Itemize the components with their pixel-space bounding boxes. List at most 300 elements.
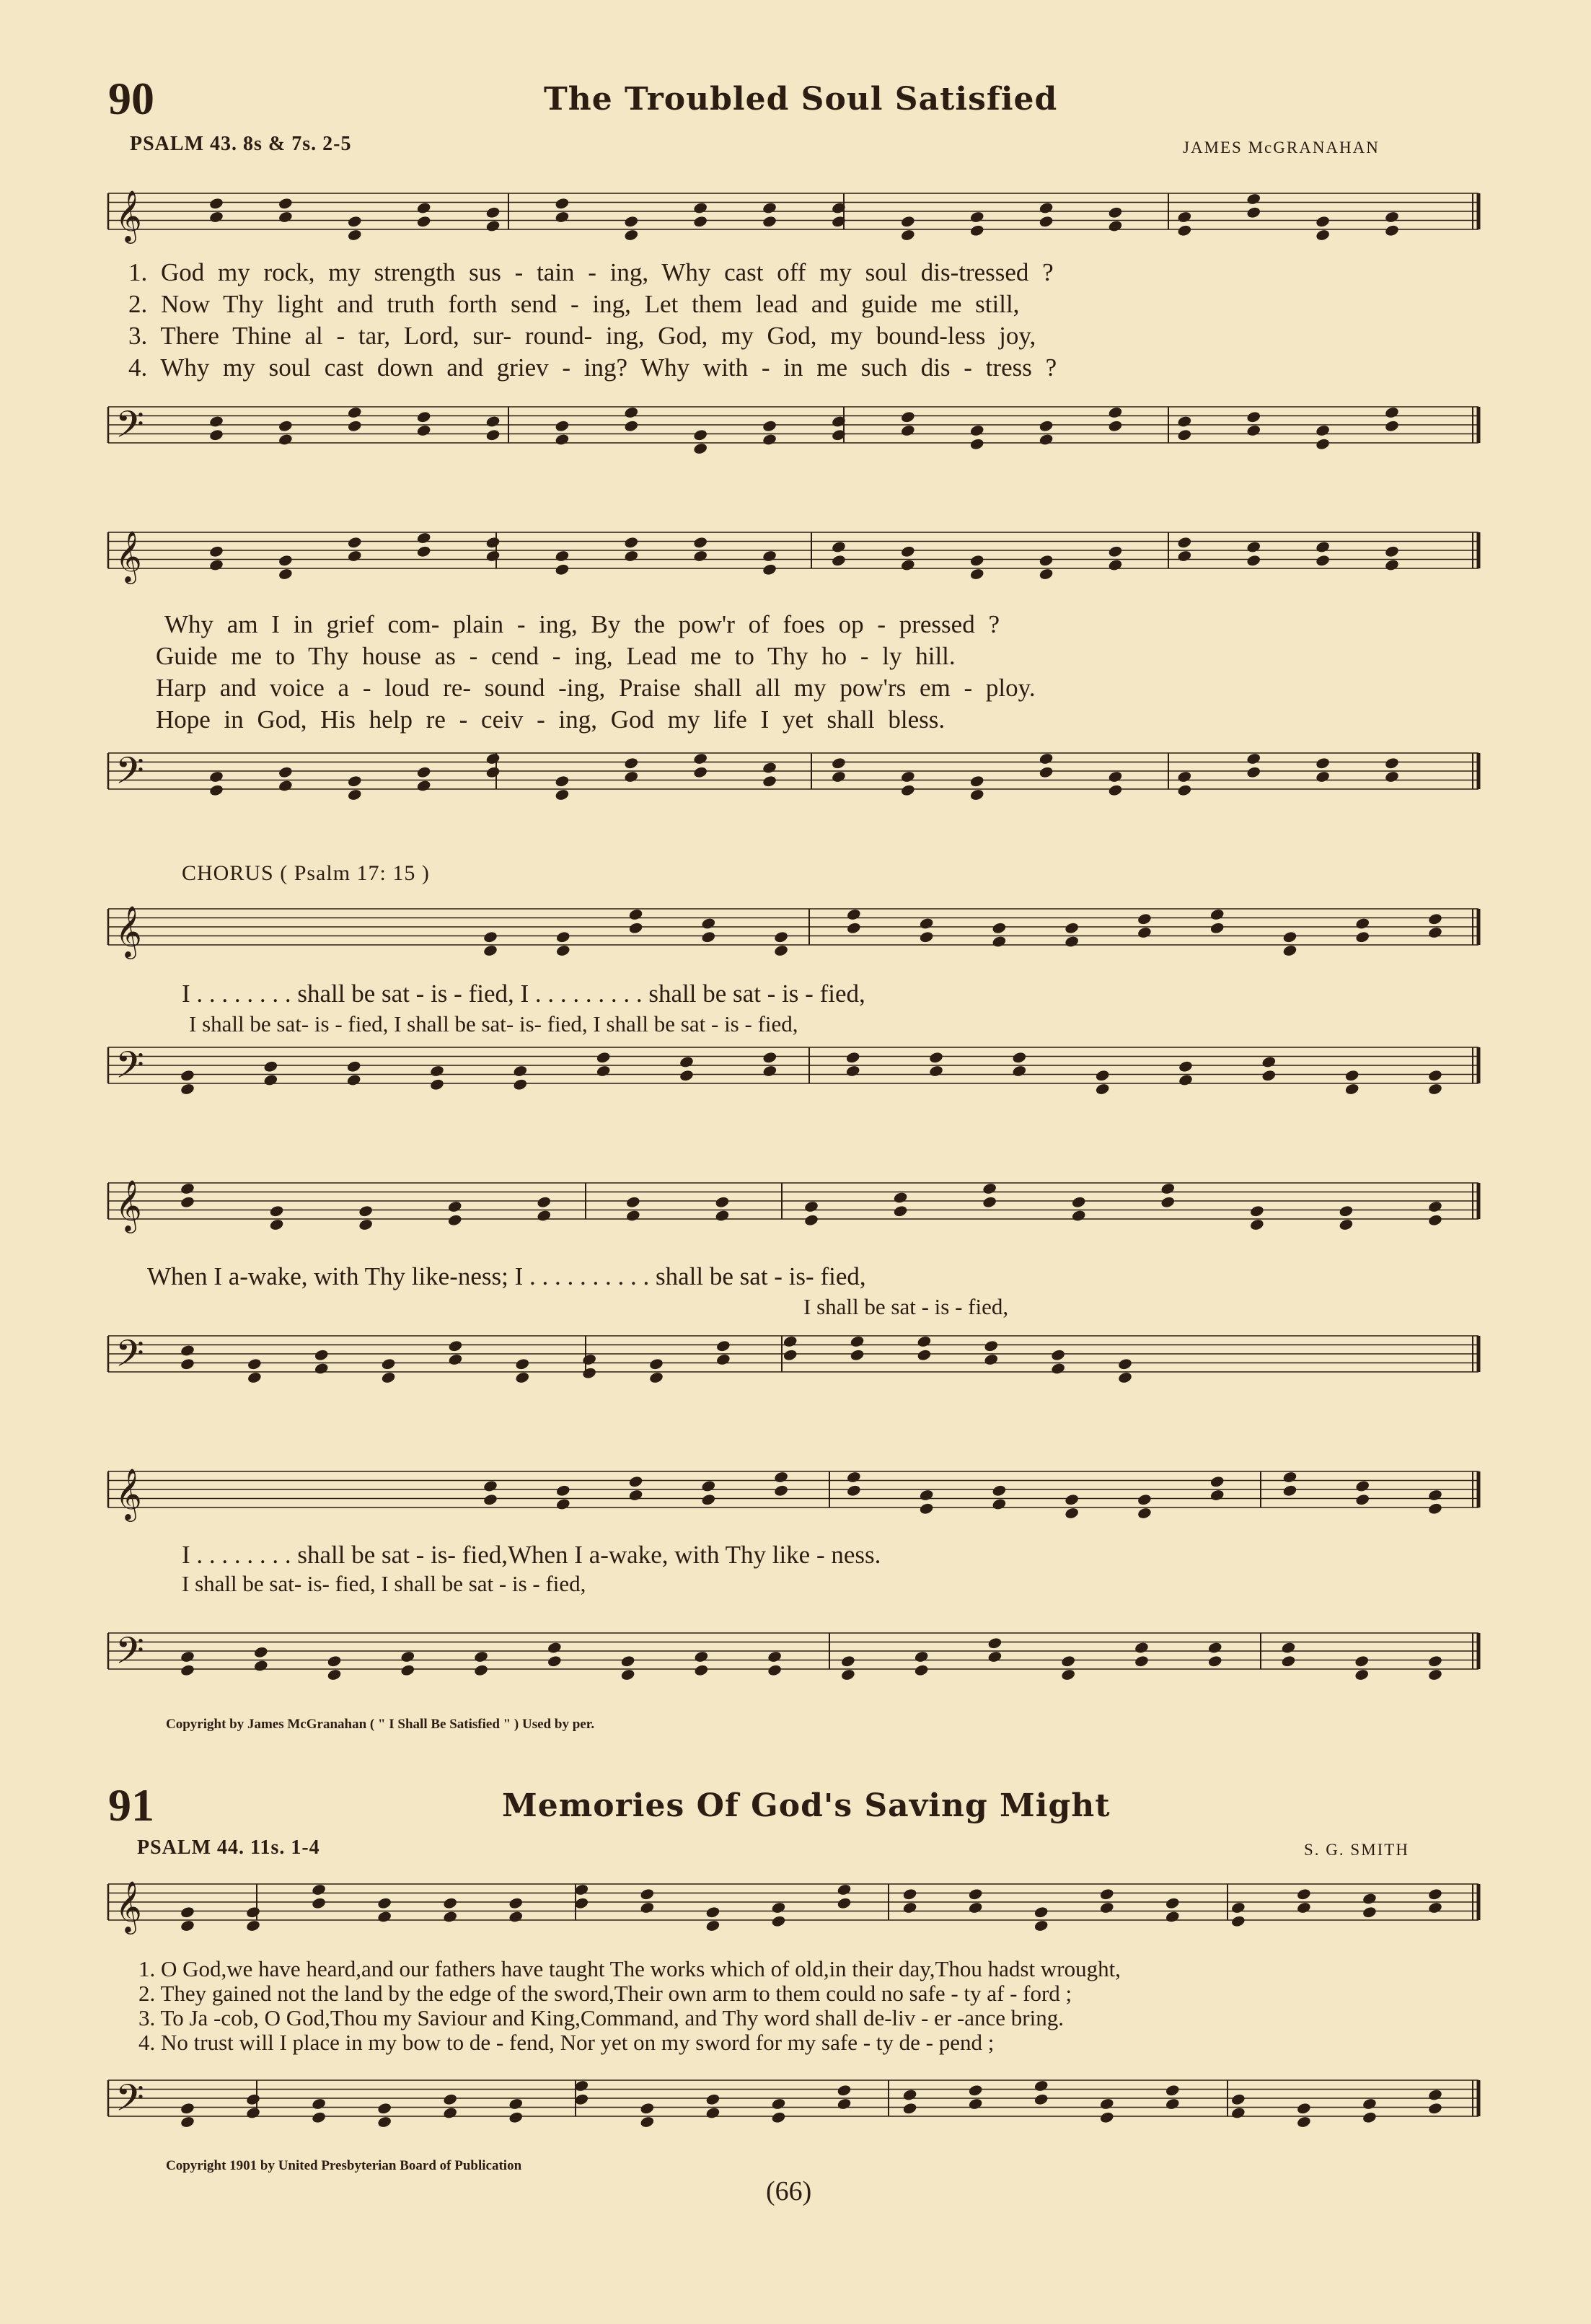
note-head: [900, 410, 915, 423]
note-head: [208, 558, 224, 571]
note-head: [705, 1919, 720, 1932]
note-head: [625, 1209, 640, 1222]
note-head: [1034, 2093, 1049, 2106]
note-head: [1362, 2098, 1377, 2110]
note-head: [1012, 1051, 1027, 1064]
note-head: [1207, 1641, 1222, 1654]
note-head: [900, 770, 915, 783]
note-head: [969, 775, 984, 788]
note-head: [845, 1065, 860, 1078]
note-head: [1071, 1209, 1086, 1222]
note-head: [1355, 1493, 1370, 1506]
note-head: [1427, 1502, 1442, 1515]
note-head: [648, 1371, 664, 1384]
note-head: [640, 1888, 655, 1901]
note-head: [1384, 224, 1399, 237]
note-head: [705, 2106, 720, 2119]
note-head: [180, 1919, 195, 1932]
note-head: [1281, 1641, 1296, 1654]
note-head: [278, 766, 293, 779]
note-head: [485, 219, 501, 232]
note-head: [180, 1083, 195, 1096]
note-head: [969, 554, 984, 567]
note-head: [1354, 1655, 1370, 1668]
note-head: [347, 788, 362, 801]
note-head: [1315, 215, 1330, 228]
note-head: [347, 229, 362, 242]
note-head: [968, 1888, 983, 1901]
note-head: [902, 1901, 917, 1914]
note-head: [1209, 1475, 1225, 1488]
note-head: [701, 1479, 716, 1492]
note-head: [1137, 1507, 1152, 1520]
note-head: [180, 1344, 195, 1357]
note-head: [515, 1371, 530, 1384]
note-head: [346, 1073, 361, 1086]
note-head: [1427, 1655, 1442, 1668]
note-head: [1012, 1065, 1027, 1078]
note-head: [269, 1218, 284, 1231]
note-head: [443, 1910, 458, 1923]
note-head: [314, 1349, 329, 1362]
note-head: [846, 1484, 861, 1497]
note-head: [327, 1655, 342, 1668]
note-head: [850, 1335, 865, 1348]
note-head: [767, 1664, 782, 1677]
note-head: [692, 215, 708, 228]
note-head: [1108, 406, 1123, 419]
note-head: [1165, 2084, 1180, 2097]
note-head: [692, 766, 708, 779]
page-number: (66): [766, 2176, 812, 2206]
clef-glyph: 𝄞: [115, 904, 142, 957]
note-head: [1355, 930, 1370, 943]
note-head: [1060, 1668, 1075, 1681]
note-head: [968, 1901, 983, 1914]
note-head: [1362, 2111, 1377, 2124]
note-head: [692, 201, 708, 214]
note-head: [1282, 1471, 1297, 1484]
chorus-2-lower-lyrics: I shall be sat - is - fied,: [803, 1294, 1009, 1319]
hymn-91-number: 91: [108, 1779, 154, 1831]
hymn-90-copyright: Copyright by James McGranahan ( " I Shall Be Satisfied " ) Used by per.: [166, 1717, 595, 1732]
note-head: [555, 930, 570, 943]
verse-line: Guide me to Thy house as - cend - ing, Lead me to Thy ho - ly hill.: [156, 642, 956, 670]
note-head: [715, 1196, 730, 1209]
note-head: [773, 930, 788, 943]
note-head: [1344, 1083, 1359, 1096]
note-head: [1315, 424, 1330, 437]
note-head: [624, 550, 639, 563]
note-head: [773, 944, 788, 957]
note-head: [992, 1484, 1007, 1497]
note-head: [1384, 420, 1399, 433]
note-head: [701, 917, 716, 930]
note-head: [1282, 1484, 1297, 1497]
note-head: [485, 536, 501, 549]
note-head: [1209, 1489, 1225, 1502]
clef-glyph: 𝄢: [115, 749, 144, 801]
note-head: [715, 1339, 731, 1352]
note-head: [1249, 1218, 1264, 1231]
note-head: [1160, 1182, 1176, 1195]
note-head: [762, 563, 777, 576]
note-head: [1427, 1200, 1442, 1213]
note-head: [1384, 770, 1399, 783]
hymn-91-composer: S. G. SMITH: [1304, 1841, 1409, 1859]
note-head: [416, 545, 431, 558]
note-head: [846, 908, 861, 921]
note-head: [1177, 536, 1192, 549]
note-head: [1355, 917, 1370, 930]
verse-line: Hope in God, His help re - ceiv - ing, God my life I yet shall bless.: [156, 705, 946, 734]
clef-glyph: 𝄞: [115, 1179, 142, 1231]
note-head: [416, 424, 431, 437]
note-head: [715, 1353, 731, 1366]
note-head: [515, 1357, 530, 1370]
note-head: [969, 568, 984, 581]
note-head: [1427, 1214, 1442, 1227]
note-head: [208, 770, 224, 783]
note-head: [245, 2106, 260, 2119]
note-head: [1296, 1888, 1311, 1901]
note-head: [1354, 1668, 1370, 1681]
note-head: [555, 550, 570, 563]
note-head: [1177, 211, 1192, 224]
note-head: [771, 2098, 786, 2110]
note-head: [1362, 1906, 1377, 1919]
note-head: [263, 1073, 278, 1086]
note-head: [443, 2093, 458, 2106]
note-head: [596, 1051, 611, 1064]
note-head: [1177, 770, 1192, 783]
note-head: [376, 1897, 392, 1910]
note-head: [555, 775, 570, 788]
note-head: [893, 1191, 908, 1204]
note-head: [482, 1479, 498, 1492]
note-head: [640, 2102, 655, 2115]
note-head: [902, 1888, 917, 1901]
note-head: [537, 1209, 552, 1222]
note-head: [1177, 415, 1192, 428]
note-head: [992, 935, 1007, 948]
note-head: [416, 766, 431, 779]
note-head: [1339, 1205, 1354, 1218]
note-head: [624, 757, 639, 770]
note-head: [846, 922, 861, 935]
note-head: [269, 1205, 284, 1218]
note-head: [1177, 224, 1192, 237]
note-head: [1165, 1910, 1180, 1923]
note-head: [992, 922, 1007, 935]
note-head: [1034, 1919, 1049, 1932]
note-head: [508, 1910, 524, 1923]
note-head: [803, 1214, 819, 1227]
note-head: [1384, 757, 1399, 770]
note-head: [1427, 1083, 1442, 1096]
note-head: [263, 1060, 278, 1073]
note-head: [1099, 2111, 1114, 2124]
note-head: [278, 211, 293, 224]
hymn-90-number: 90: [108, 73, 154, 124]
note-head: [1427, 1888, 1442, 1901]
note-head: [900, 545, 915, 558]
note-head: [762, 1051, 777, 1064]
note-head: [773, 1471, 788, 1484]
note-head: [347, 775, 362, 788]
note-head: [1050, 1349, 1065, 1362]
note-head: [694, 1650, 709, 1663]
note-head: [840, 1668, 855, 1681]
note-head: [208, 545, 224, 558]
note-head: [1296, 2116, 1311, 2129]
note-head: [1384, 558, 1399, 571]
note-head: [1261, 1055, 1277, 1068]
verse-line: Harp and voice a - loud re- sound -ing, Praise shall all my pow'rs em - ploy.: [156, 674, 1036, 702]
note-head: [416, 410, 431, 423]
note-head: [1207, 1655, 1222, 1668]
note-head: [247, 1357, 262, 1370]
note-head: [1230, 1915, 1246, 1928]
note-head: [771, 2111, 786, 2124]
note-head: [1315, 770, 1330, 783]
note-head: [620, 1655, 635, 1668]
note-head: [180, 1664, 195, 1677]
note-head: [1209, 908, 1225, 921]
note-head: [253, 1646, 268, 1659]
note-head: [762, 550, 777, 563]
note-head: [1384, 406, 1399, 419]
note-head: [208, 415, 224, 428]
note-head: [1178, 1073, 1193, 1086]
note-head: [1344, 1069, 1359, 1082]
verse-line: Why am I in grief com- plain - ing, By the pow'r of foes op - pressed ?: [164, 610, 1000, 638]
note-head: [180, 2102, 195, 2115]
note-head: [1315, 438, 1330, 451]
note-head: [278, 420, 293, 433]
note-head: [482, 944, 498, 957]
note-head: [485, 752, 501, 765]
verse-line: 3. To Ja -cob, O God,Thou my Saviour and King,Command, and Thy word shall de-liv - er -ance bring.: [138, 2005, 1064, 2030]
note-head: [1427, 1069, 1442, 1082]
note-head: [180, 1357, 195, 1370]
note-head: [485, 428, 501, 441]
note-head: [837, 2084, 852, 2097]
verse-line: 4. Why my soul cast down and griev - ing? Why with - in me such dis - tress ?: [128, 353, 1057, 382]
note-head: [208, 197, 224, 210]
note-head: [247, 1371, 262, 1384]
note-head: [762, 420, 777, 433]
note-head: [919, 1489, 934, 1502]
note-head: [245, 1906, 260, 1919]
note-head: [485, 766, 501, 779]
note-head: [692, 550, 708, 563]
note-head: [624, 420, 639, 433]
note-head: [987, 1637, 1002, 1650]
note-head: [773, 1484, 788, 1497]
note-head: [679, 1069, 694, 1082]
note-head: [1230, 1901, 1246, 1914]
note-head: [482, 930, 498, 943]
note-head: [762, 201, 777, 214]
note-head: [311, 2111, 326, 2124]
note-head: [982, 1182, 997, 1195]
note-head: [1249, 1205, 1264, 1218]
note-head: [1039, 433, 1054, 446]
note-head: [555, 433, 570, 446]
note-head: [692, 536, 708, 549]
note-head: [547, 1655, 562, 1668]
note-head: [1108, 545, 1123, 558]
note-head: [596, 1065, 611, 1078]
note-head: [1108, 558, 1123, 571]
note-head: [1034, 2079, 1049, 2092]
note-head: [762, 761, 777, 774]
note-head: [783, 1349, 798, 1362]
note-head: [555, 788, 570, 801]
note-head: [1246, 410, 1261, 423]
note-head: [1099, 1888, 1114, 1901]
note-head: [914, 1650, 929, 1663]
hymn-90-title: The Troubled Soul Satisfied: [544, 81, 1058, 118]
note-head: [701, 930, 716, 943]
note-head: [624, 229, 639, 242]
note-head: [1099, 1901, 1114, 1914]
verse-line: 2. Now Thy light and truth forth send - ing, Let them lead and guide me still,: [128, 290, 1020, 318]
note-head: [555, 944, 570, 957]
note-head: [447, 1214, 462, 1227]
note-head: [919, 917, 934, 930]
note-head: [1315, 540, 1330, 553]
note-head: [831, 540, 846, 553]
note-head: [416, 532, 431, 545]
note-head: [1209, 922, 1225, 935]
note-head: [416, 779, 431, 792]
note-head: [180, 2116, 195, 2129]
note-head: [1064, 1507, 1079, 1520]
note-head: [1246, 424, 1261, 437]
note-head: [1427, 1668, 1442, 1681]
note-head: [1427, 2102, 1442, 2115]
note-head: [547, 1641, 562, 1654]
note-head: [1034, 1906, 1049, 1919]
note-head: [314, 1362, 329, 1375]
note-head: [845, 1051, 860, 1064]
note-head: [648, 1357, 664, 1370]
note-head: [1427, 1489, 1442, 1502]
note-head: [358, 1218, 373, 1231]
note-head: [581, 1367, 596, 1380]
clef-glyph: 𝄞: [115, 189, 142, 242]
note-head: [1315, 757, 1330, 770]
chorus-3-upper-lyrics: I . . . . . . . . shall be sat - is- fied,When I a-wake, with Thy like - ness.: [182, 1541, 881, 1569]
note-head: [429, 1078, 444, 1091]
note-head: [831, 554, 846, 567]
hymn-90-composer: JAMES McGRANAHAN: [1183, 138, 1380, 157]
verse-line: 2. They gained not the land by the edge of the sword,Their own arm to them could no safe - ty af - ford ;: [138, 1981, 1072, 2006]
note-head: [1064, 922, 1079, 935]
note-head: [837, 1883, 852, 1896]
note-head: [628, 922, 643, 935]
chorus-3-lower-lyrics: I shall be sat- is- fied, I shall be sat - is - fied,: [182, 1571, 586, 1596]
note-head: [928, 1065, 943, 1078]
note-head: [1427, 2088, 1442, 2101]
note-head: [537, 1196, 552, 1209]
note-head: [1039, 420, 1054, 433]
note-head: [1427, 912, 1442, 925]
note-head: [893, 1205, 908, 1218]
note-head: [555, 211, 570, 224]
note-head: [1117, 1357, 1132, 1370]
note-head: [984, 1353, 999, 1366]
note-head: [1246, 554, 1261, 567]
note-head: [1178, 1060, 1193, 1073]
note-head: [837, 1897, 852, 1910]
verse-line: 4. No trust will I place in my bow to de - fend, Nor yet on my sword for my safe - ty de - pend ;: [138, 2030, 995, 2055]
note-head: [1246, 766, 1261, 779]
note-head: [968, 2098, 983, 2110]
note-head: [311, 2098, 326, 2110]
note-head: [1282, 930, 1297, 943]
note-head: [208, 784, 224, 797]
note-head: [624, 406, 639, 419]
note-head: [381, 1357, 396, 1370]
note-head: [620, 1668, 635, 1681]
note-head: [1039, 568, 1054, 581]
note-head: [448, 1353, 463, 1366]
clef-glyph: 𝄞: [115, 529, 142, 582]
note-head: [381, 1371, 396, 1384]
note-head: [900, 215, 915, 228]
hymn-91-psalm-meta: PSALM 44. 11s. 1-4: [137, 1836, 320, 1859]
note-head: [245, 2093, 260, 2106]
note-head: [705, 1906, 720, 1919]
verse-line: 3. There Thine al - tar, Lord, sur- round- ing, God, my God, my bound-less joy,: [128, 322, 1036, 350]
note-head: [180, 1906, 195, 1919]
note-head: [928, 1051, 943, 1064]
note-head: [180, 1650, 195, 1663]
note-head: [1137, 1493, 1152, 1506]
note-head: [914, 1664, 929, 1677]
note-head: [1246, 206, 1261, 219]
note-head: [968, 2084, 983, 2097]
note-head: [803, 1200, 819, 1213]
note-head: [1108, 784, 1123, 797]
note-head: [1282, 944, 1297, 957]
note-head: [555, 197, 570, 210]
note-head: [628, 1475, 643, 1488]
note-head: [347, 536, 362, 549]
note-head: [624, 215, 639, 228]
note-head: [485, 415, 501, 428]
note-head: [1134, 1655, 1149, 1668]
verse-line: 1. God my rock, my strength sus - tain - ing, Why cast off my soul dis-tressed ?: [128, 258, 1054, 286]
clef-glyph: 𝄢: [115, 402, 144, 455]
note-head: [473, 1650, 488, 1663]
note-head: [1315, 554, 1330, 567]
clef-glyph: 𝄢: [115, 1332, 144, 1384]
note-head: [767, 1650, 782, 1663]
note-head: [180, 1196, 195, 1209]
note-head: [278, 779, 293, 792]
note-head: [969, 438, 984, 451]
note-head: [1427, 1901, 1442, 1914]
note-head: [513, 1065, 528, 1078]
note-head: [762, 433, 777, 446]
note-head: [180, 1069, 195, 1082]
note-head: [1177, 550, 1192, 563]
note-head: [982, 1196, 997, 1209]
